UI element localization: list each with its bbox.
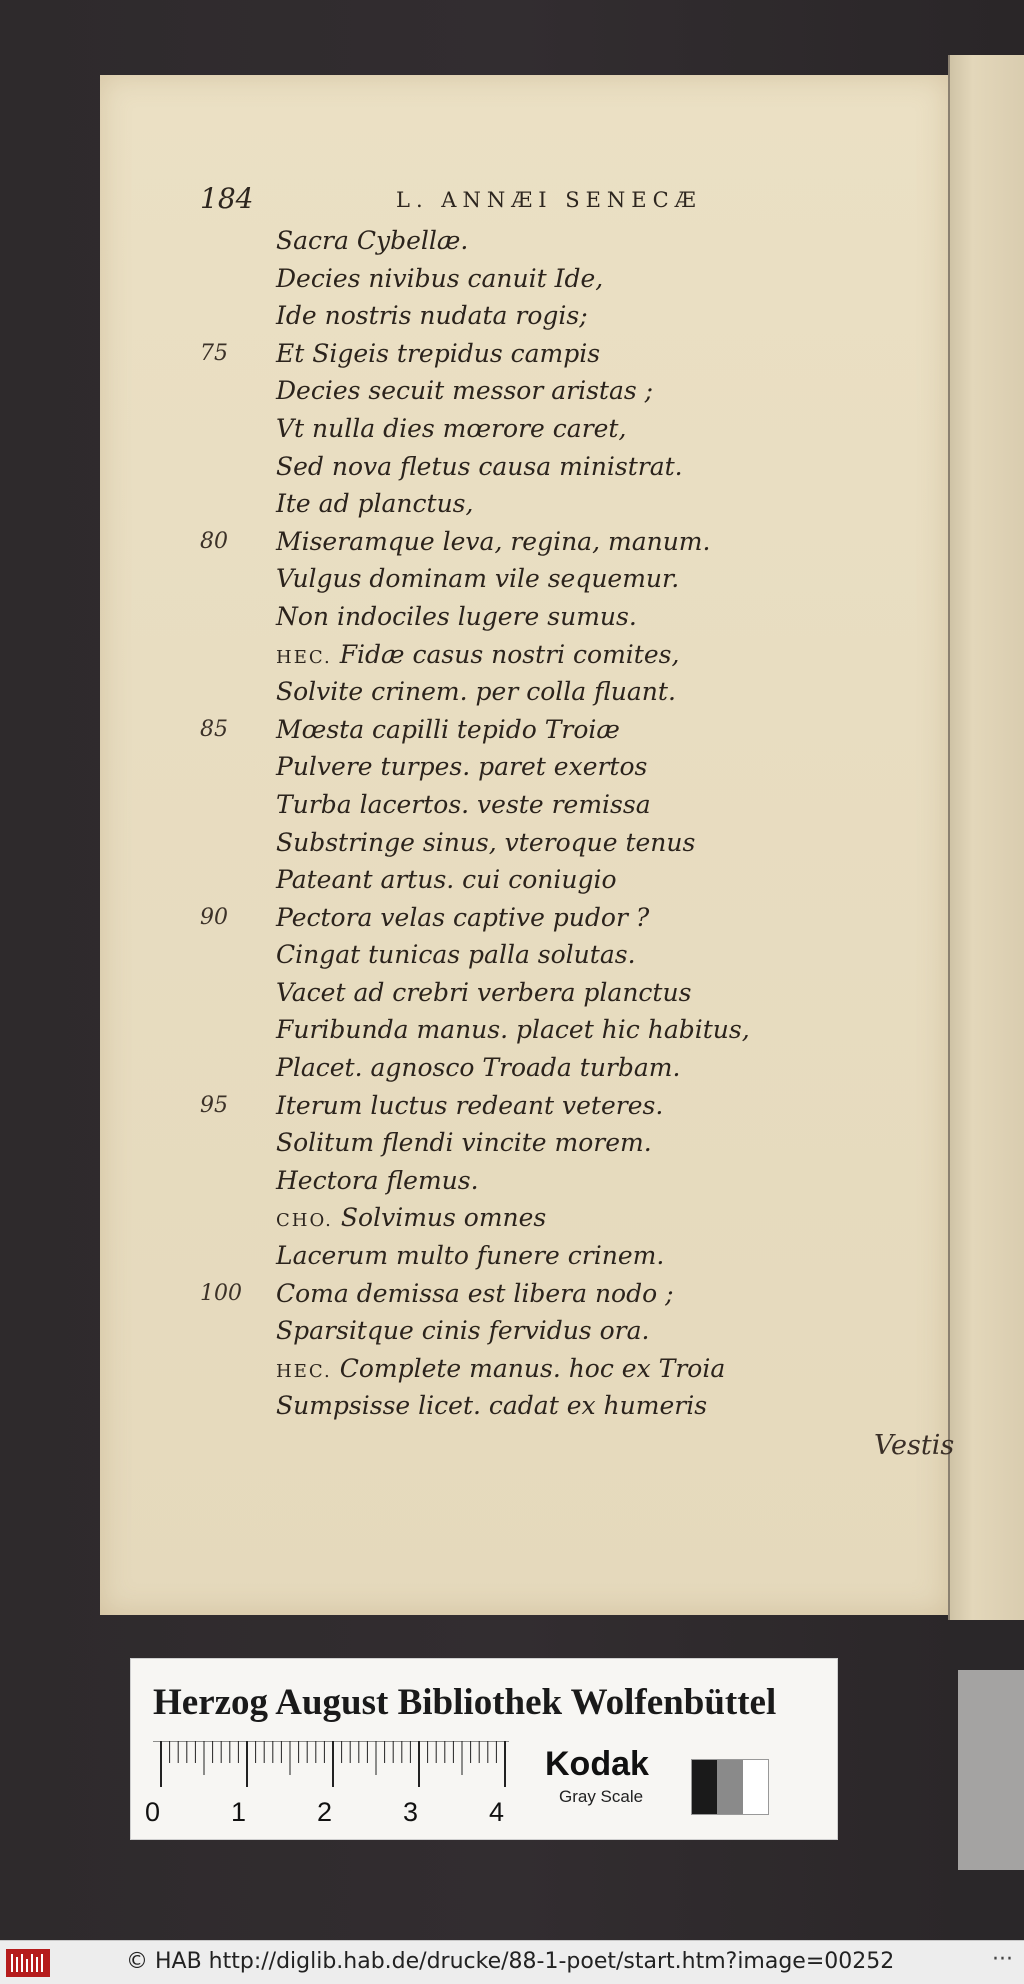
line-text xyxy=(276,335,600,373)
line-text xyxy=(276,1275,674,1313)
line-text xyxy=(276,448,683,486)
line-text xyxy=(276,974,691,1012)
verse-line xyxy=(200,1387,760,1425)
verse-line xyxy=(200,335,760,373)
line-text xyxy=(276,861,617,899)
verse-line xyxy=(200,560,760,598)
ruler-number: 1 xyxy=(231,1797,247,1827)
verse-line xyxy=(200,1199,760,1237)
line-text xyxy=(276,636,679,677)
speaker-label: HEC. xyxy=(276,646,332,668)
verse-text: Pectora velas captive pudor ? xyxy=(276,902,650,932)
line-text xyxy=(276,523,710,561)
ruler-scale xyxy=(153,1741,509,1789)
speaker-label: CHO. xyxy=(276,1210,333,1232)
verse-text: Sacra Cybellæ. xyxy=(276,226,469,255)
verse-text: Et Sigeis trepidus campis xyxy=(276,338,601,368)
verse-text: Fidæ casus nostri comites, xyxy=(339,639,680,669)
verse-line xyxy=(200,1011,760,1049)
verse-text: Sed nova fletus causa ministrat. xyxy=(276,451,683,481)
copyright-url[interactable]: © HAB http://diglib.hab.de/drucke/88-1-poet/start.htm?image=00252 xyxy=(126,1949,895,1974)
gray-swatch xyxy=(743,1760,768,1814)
verse-text: Turba lacertos. veste remissa xyxy=(276,789,651,819)
line-text xyxy=(276,560,679,598)
verse-text: Ide nostris nudata rogis; xyxy=(276,301,588,331)
verse-text: Coma demissa est libera nodo ; xyxy=(276,1278,674,1308)
viewer-footer xyxy=(0,1940,1024,1984)
verse-text: Iterum luctus redeant veteres. xyxy=(276,1090,664,1120)
verse-text: Cingat tunicas palla solutas. xyxy=(276,940,636,970)
facing-page-edge xyxy=(948,55,1024,1620)
scale-name: Gray Scale xyxy=(559,1787,644,1806)
line-number: 100 xyxy=(200,1280,242,1306)
line-number: 90 xyxy=(200,904,228,930)
line-number: 95 xyxy=(200,1092,228,1118)
verse-line xyxy=(200,861,760,899)
verse-text: Solitum flendi vincite morem. xyxy=(276,1128,652,1158)
verse-line xyxy=(200,260,760,298)
verse-line xyxy=(200,711,760,749)
line-text xyxy=(276,485,473,523)
line-text xyxy=(276,711,620,749)
line-text xyxy=(276,1162,479,1200)
verse-text: Miseramque leva, regina, manum. xyxy=(276,526,711,556)
verse-text: Vulgus dominam vile sequemur. xyxy=(276,564,680,594)
line-text xyxy=(276,410,626,448)
verse-line xyxy=(200,1049,760,1087)
verse-text: Vt nulla dies mœrore caret, xyxy=(276,413,627,443)
verse-line xyxy=(200,748,760,786)
verse-line xyxy=(200,372,760,410)
line-text xyxy=(276,899,649,937)
line-text xyxy=(276,748,647,786)
verse-text: Decies nivibus canuit Ide, xyxy=(276,263,604,293)
verse-line xyxy=(200,673,760,711)
hab-logo-icon[interactable] xyxy=(6,1949,50,1977)
facing-label-edge xyxy=(958,1670,1024,1870)
verse-line xyxy=(200,410,760,448)
verse-text: Hectora flemus. xyxy=(276,1165,479,1195)
verse-text: Sumpsisse licet. cadat ex humeris xyxy=(276,1391,708,1421)
verse-text: Lacerum multo funere crinem. xyxy=(276,1241,665,1271)
line-text xyxy=(276,1199,546,1240)
more-menu-icon[interactable]: ··· xyxy=(992,1947,1013,1972)
verse-line xyxy=(200,598,760,636)
line-number: 85 xyxy=(200,716,228,742)
verse-text: Ite ad planctus, xyxy=(276,489,474,519)
verse-line xyxy=(200,786,760,824)
page-number: 184 xyxy=(200,182,254,215)
gray-swatch xyxy=(692,1760,717,1814)
verse-line xyxy=(200,936,760,974)
gray-swatches xyxy=(691,1759,769,1815)
catchword: Vestis xyxy=(874,1430,955,1461)
verse-line xyxy=(200,523,760,561)
page-header xyxy=(200,182,760,218)
verse-line xyxy=(200,1312,760,1350)
verse-line xyxy=(200,297,760,335)
verse-text: Complete manus. hoc ex Troia xyxy=(339,1353,726,1383)
verse-text: Solvite crinem. per colla fluant. xyxy=(276,677,676,707)
verse-line xyxy=(200,1087,760,1125)
verse-text: Sparsitque cinis fervidus ora. xyxy=(276,1316,650,1346)
verse-text: Furibunda manus. placet hic habitus, xyxy=(276,1015,750,1045)
line-text xyxy=(276,260,603,298)
line-number: 75 xyxy=(200,340,228,366)
verse-text: Placet. agnosco Troada turbam. xyxy=(276,1053,681,1083)
line-text xyxy=(276,297,588,335)
line-text xyxy=(276,598,637,636)
verse-block xyxy=(200,222,760,1425)
library-label-card xyxy=(130,1658,838,1840)
verse-line xyxy=(200,1275,760,1313)
institution-name: Herzog August Bibliothek Wolfenbüttel xyxy=(153,1682,777,1723)
speaker-label: HEC. xyxy=(276,1360,332,1382)
verse-line xyxy=(200,1237,760,1275)
verse-line xyxy=(200,899,760,937)
line-text xyxy=(276,1237,664,1275)
line-text xyxy=(276,1049,680,1087)
line-text xyxy=(276,222,468,260)
verse-text: Mœsta capilli tepido Troiæ xyxy=(276,714,620,744)
verse-line xyxy=(200,448,760,486)
verse-text: Solvimus omnes xyxy=(340,1203,547,1233)
line-text xyxy=(276,1011,750,1049)
verse-line xyxy=(200,485,760,523)
running-head: L. ANNÆI SENECÆ xyxy=(396,188,702,212)
ruler-numbers xyxy=(145,1797,545,1831)
verse-text: Pulvere turpes. paret exertos xyxy=(276,752,648,782)
verse-line xyxy=(200,636,760,674)
verse-line xyxy=(200,1162,760,1200)
verse-text: Pateant artus. cui coniugio xyxy=(276,865,617,895)
ruler-number: 0 xyxy=(145,1797,161,1827)
line-text xyxy=(276,1124,652,1162)
verse-text: Substringe sinus, vteroque tenus xyxy=(276,827,696,857)
line-text xyxy=(276,673,676,711)
verse-line xyxy=(200,222,760,260)
line-text xyxy=(276,372,653,410)
line-text xyxy=(276,1387,707,1425)
verse-line xyxy=(200,824,760,862)
line-text xyxy=(276,1087,663,1125)
line-text xyxy=(276,786,651,824)
line-text xyxy=(276,1312,649,1350)
verse-line xyxy=(200,1350,760,1388)
ruler-number: 4 xyxy=(489,1797,505,1827)
verse-text: Vacet ad crebri verbera planctus xyxy=(276,977,692,1007)
verse-text: Non indociles lugere sumus. xyxy=(276,601,637,631)
line-text xyxy=(276,1350,725,1391)
gray-swatch xyxy=(717,1760,742,1814)
verse-line xyxy=(200,974,760,1012)
ruler-number: 2 xyxy=(317,1797,333,1827)
line-text xyxy=(276,824,695,862)
verse-text: Decies secuit messor aristas ; xyxy=(276,376,654,406)
verse-line xyxy=(200,1124,760,1162)
line-text xyxy=(276,936,636,974)
line-number: 80 xyxy=(200,528,228,554)
ruler-number: 3 xyxy=(403,1797,419,1827)
brand-name: Kodak xyxy=(545,1745,649,1783)
